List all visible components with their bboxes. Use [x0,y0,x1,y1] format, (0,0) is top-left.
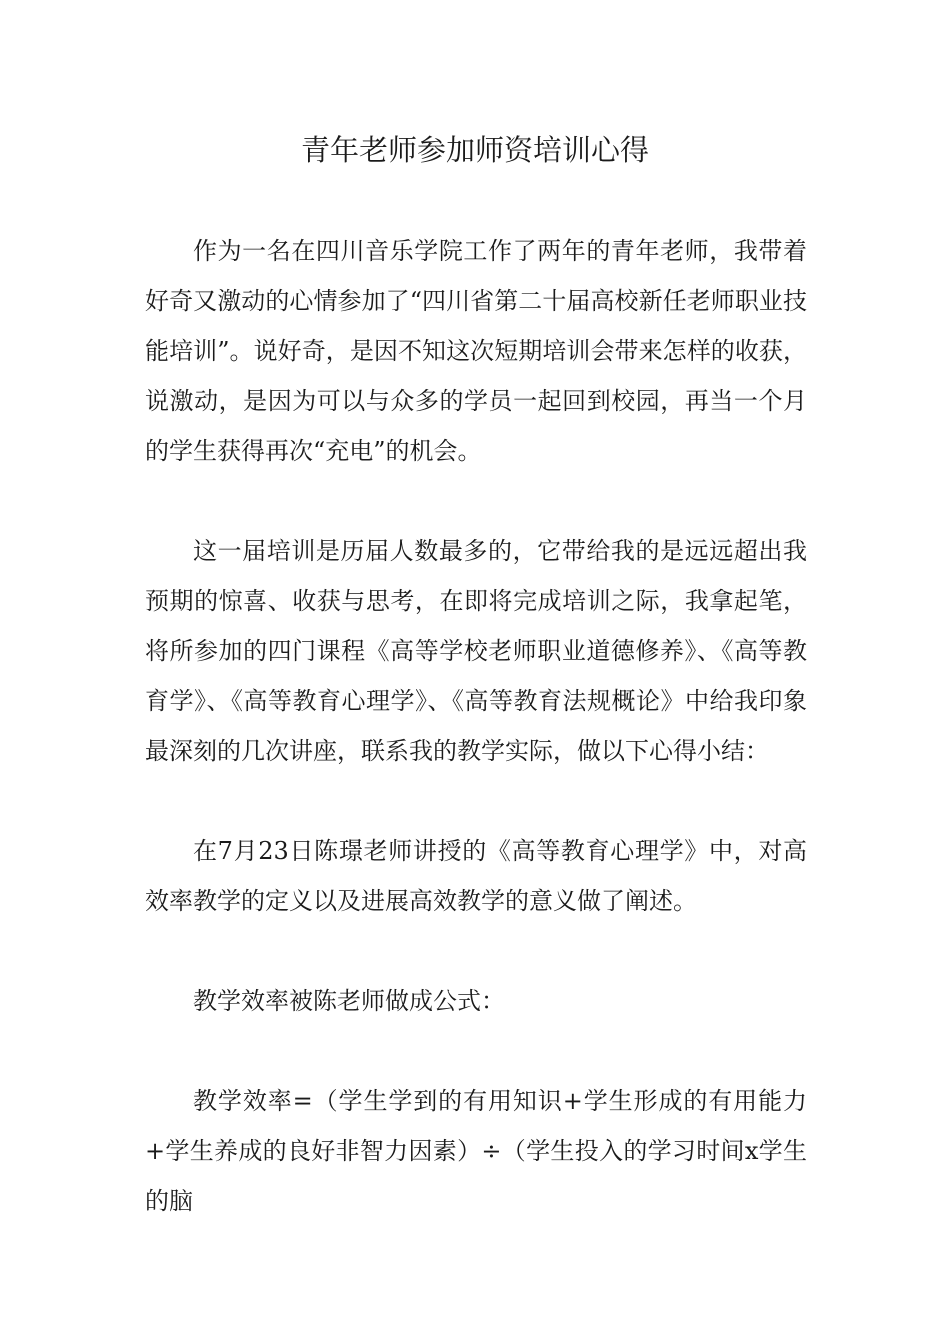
paragraph: 教学效率被陈老师做成公式： [193,987,505,1015]
paragraph: 教学效率=（学生学到的有用知识+学生形成的有用能力+学生养成的良好非智力因素）÷（学生投入的学习时间x学生的脑 [145,1087,807,1215]
paragraph: 在7月23日陈璟老师讲授的《高等教育心理学》中，对高效率教学的定义以及进展高效教学的意义做了阐述。 [145,837,807,915]
document-body [145,226,807,1226]
paragraph: 这一届培训是历届人数最多的，它带给我的是远远超出我预期的惊喜、收获与思考，在即将完成培训之际，我拿起笔，将所参加的四门课程《高等学校老师职业道德修养》、《高等教育学》、《高等教育心理学》、《高等教育法规概论》中给我印象最深刻的几次讲座，联系我的教学实际，做以下心得小结： [145,537,807,765]
paragraph: 作为一名在四川音乐学院工作了两年的青年老师，我带着好奇又激动的心情参加了“四川省第二十届高校新任老师职业技能培训”。说好奇，是因不知这次短期培训会带来怎样的收获，说激动，是因为可以与众多的学员一起回到校园，再当一个月的学生获得再次“充电”的机会。 [145,237,807,465]
document-title: 青年老师参加师资培训心得 [300,133,649,167]
